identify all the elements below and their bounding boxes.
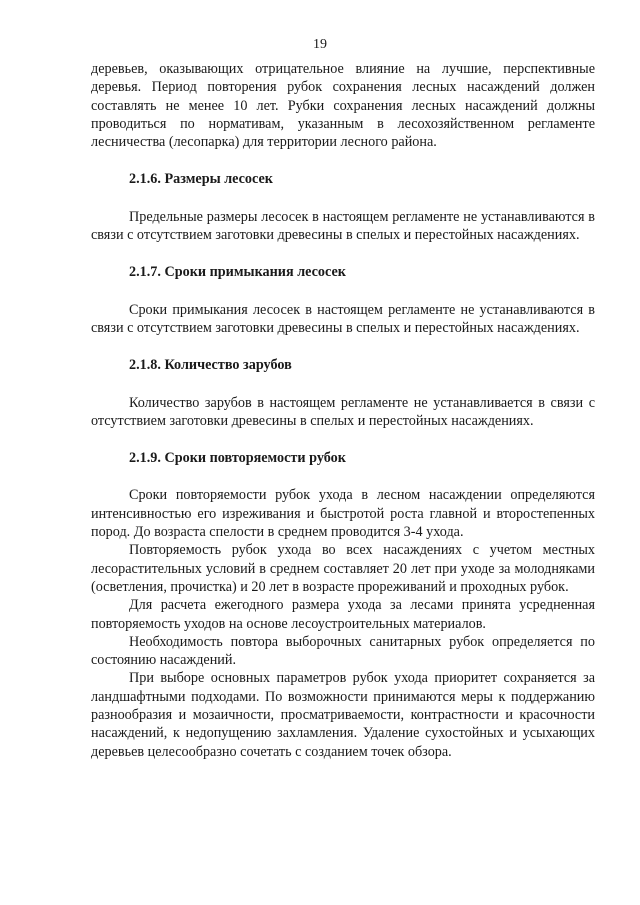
page-number: 19 (313, 37, 327, 52)
section-2-1-8-paragraph: Количество зарубов в настоящем регламенте не устанавливается в связи с отсутствием заготовки древесины в спелых и перестойных насаждениях. (91, 394, 595, 429)
section-2-1-9-paragraph-4: Необходимость повтора выборочных санитарных рубок определяется по состоянию насаждений. (91, 633, 595, 669)
section-2-1-6-paragraph: Предельные размеры лесосек в настоящем регламенте не устанавливаются в связи с отсутствием заготовки древесины в спелых и перестойных насаждениях. (91, 208, 595, 244)
section-2-1-7-paragraph: Сроки примыкания лесосек в настоящем регламенте не устанавливаются в связи с отсутствием заготовки древесины в спелых и перестойных насаждениях. (91, 301, 595, 336)
intro-paragraph: деревьев, оказывающих отрицательное влияние на лучшие, перспективные деревья. Период повторения рубок сохранения лесных насаждений должен составлять не менее 10 лет. Рубки сохранения лесных насаждений должны проводиться по нормативам, указанным в лесохозяйственном регламенте лесничества (лесопарка) для территории лесного района. (91, 61, 595, 151)
section-2-1-9-paragraph-3: Для расчета ежегодного размера ухода за лесами принята усредненная повторяемость уходов на основе лесоустроительных материалов. (91, 597, 595, 632)
section-2-1-9-paragraph-2: Повторяемость рубок ухода во всех насаждениях с учетом местных лесорастительных условий в среднем составляет 20 лет при уходе за молодняками (осветления, прочистка) и 20 лет в возрасте прореживаний и проходных рубок. (91, 542, 595, 595)
section-heading-2-1-6: 2.1.6. Размеры лесосек (129, 171, 273, 188)
section-heading-2-1-8: 2.1.8. Количество зарубов (129, 357, 292, 374)
document-body (91, 60, 595, 761)
section-heading-2-1-7: 2.1.7. Сроки примыкания лесосек (129, 264, 346, 281)
section-2-1-9-paragraph-5: При выборе основных параметров рубок ухода приоритет сохраняется за ландшафтными подходами. По возможности принимаются меры к поддержанию разнообразия и мозаичности, просматриваемости, контрастности и красочности насаждений, к недопущению захламления. Удаление сухостойных и усыхающих деревьев целесообразно сочетать с созданием точек обзора. (91, 670, 595, 760)
section-heading-2-1-9: 2.1.9. Сроки повторяемости рубок (129, 450, 346, 467)
section-2-1-9-paragraph-1: Сроки повторяемости рубок ухода в лесном насаждении определяются интенсивностью его изреживания и быстротой роста главной и второстепенных пород. До возраста спелости в среднем проводится 3-4 ухода. (91, 487, 595, 541)
